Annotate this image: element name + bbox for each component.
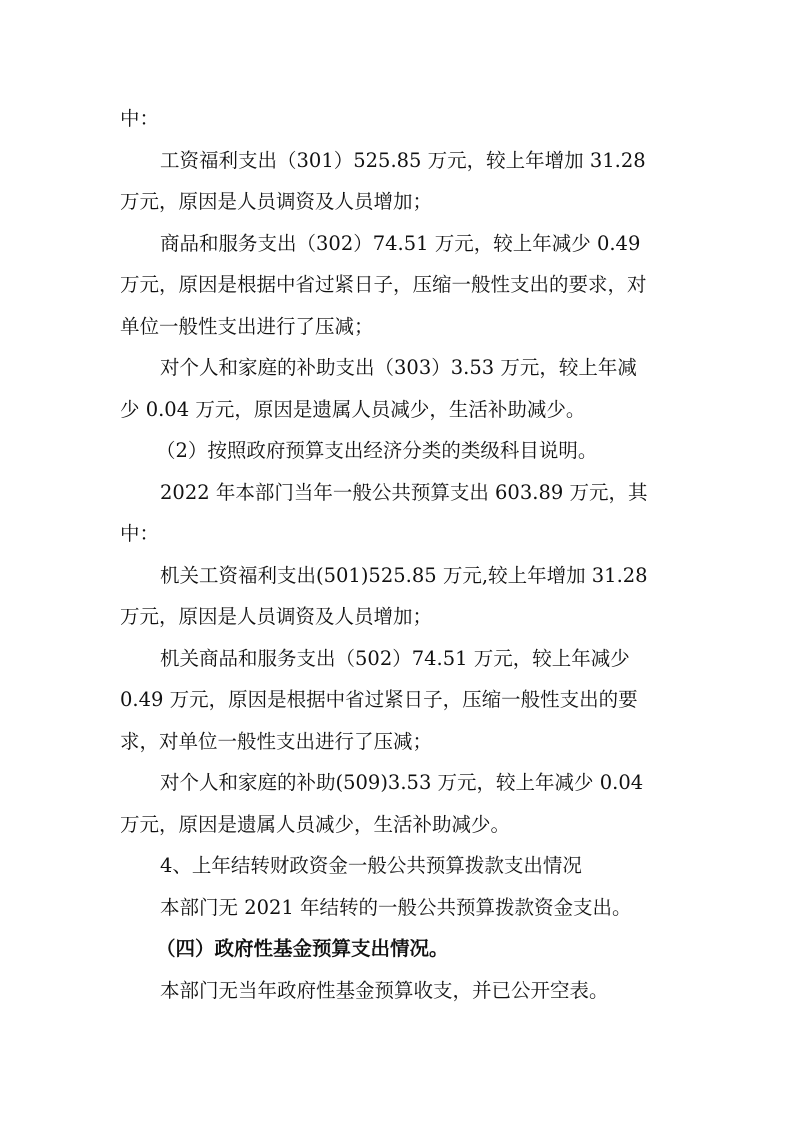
section-heading: （四）政府性基金预算支出情况。 <box>156 937 449 960</box>
text-line: 2022 年本部门当年一般公共预算支出 603.89 万元，其 <box>160 480 648 504</box>
text-line: 万元，原因是根据中省过紧日子，压缩一般性支出的要求，对 <box>120 273 647 296</box>
text-line: 少 0.04 万元，原因是遗属人员减少，生活补助减少。 <box>120 397 586 421</box>
text-line: 机关工资福利支出(501)525.85 万元,较上年增加 31.28 <box>160 563 648 587</box>
text-line: 万元，原因是人员调资及人员增加； <box>120 190 433 213</box>
text-line: 万元，原因是人员调资及人员增加； <box>120 605 433 628</box>
text-line: 中： <box>120 107 160 130</box>
text-line: 商品和服务支出（302）74.51 万元，较上年减少 0.49 <box>160 231 641 255</box>
text-line: 4、上年结转财政资金一般公共预算拨款支出情况 <box>160 854 582 877</box>
text-line: 0.49 万元，原因是根据中省过紧日子，压缩一般性支出的要 <box>120 688 638 711</box>
text-line: 工资福利支出（301）525.85 万元，较上年增加 31.28 <box>160 148 646 172</box>
text-line: 中： <box>120 522 160 545</box>
text-line: 对个人和家庭的补助支出（303）3.53 万元，较上年减 <box>160 356 637 379</box>
text-line: 求，对单位一般性支出进行了压减； <box>120 729 433 753</box>
text-line: 万元，原因是遗属人员减少，生活补助减少。 <box>120 812 511 836</box>
text-line: 本部门无 2021 年结转的一般公共预算拨款资金支出。 <box>160 895 632 919</box>
text-line: 机关商品和服务支出（502）74.51 万元，较上年减少 <box>160 646 630 670</box>
text-line: 单位一般性支出进行了压减； <box>120 314 374 338</box>
text-line: （2）按照政府预算支出经济分类的类级科目说明。 <box>156 439 598 462</box>
text-line: 本部门无当年政府性基金预算收支，并已公开空表。 <box>160 978 609 1002</box>
text-line: 对个人和家庭的补助(509)3.53 万元，较上年减少 0.04 <box>160 771 644 794</box>
